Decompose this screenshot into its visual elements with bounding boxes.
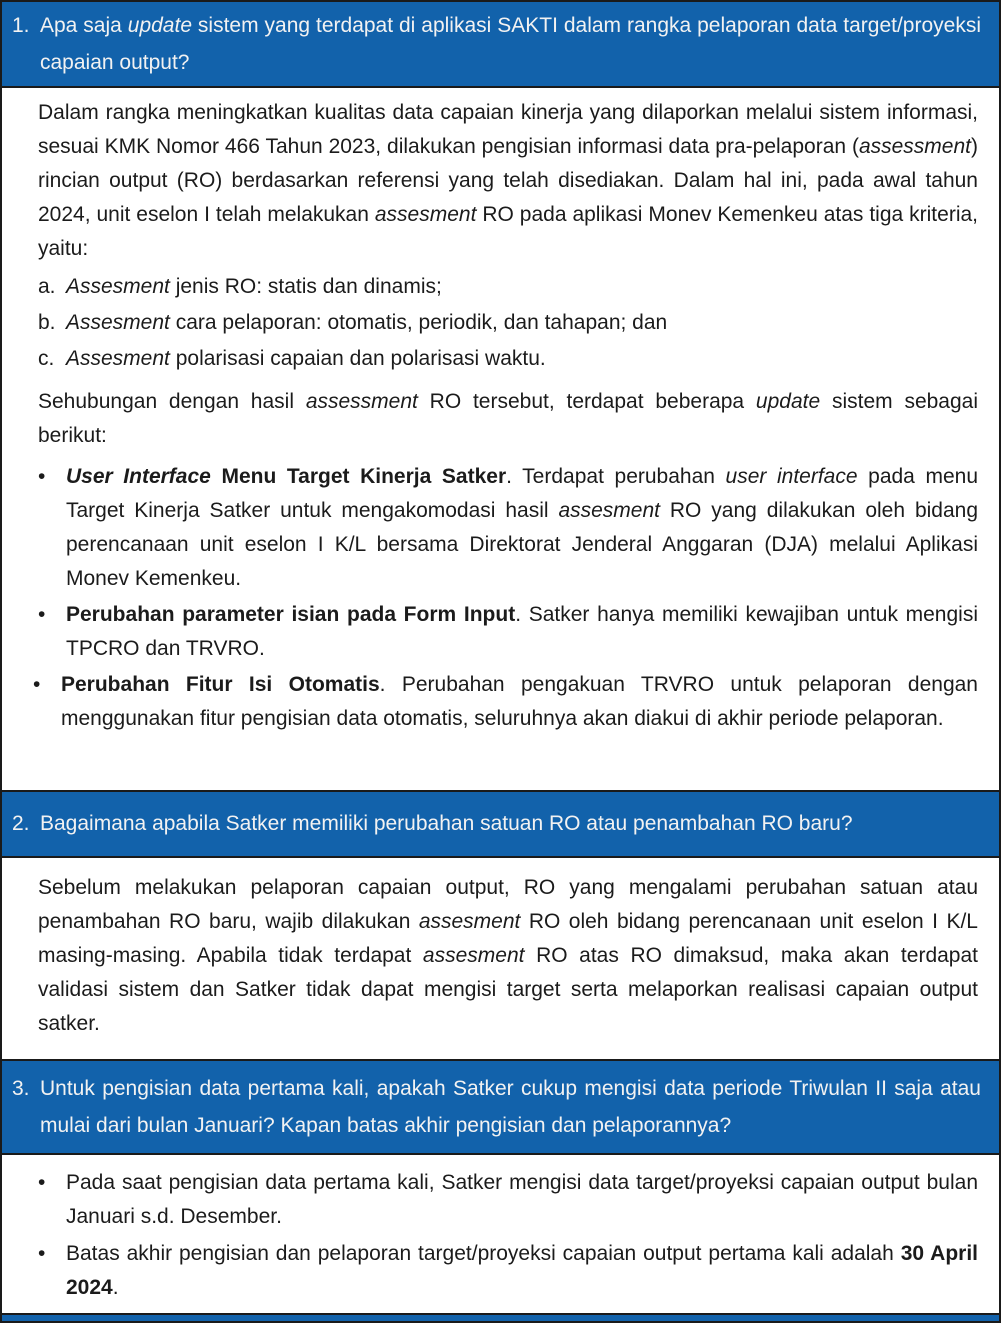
list-marker-c: c. <box>38 347 55 370</box>
bullet-icon: • <box>38 1171 46 1194</box>
bullet-item <box>38 598 978 666</box>
question-3-number: 3. <box>12 1077 30 1100</box>
bullet-item <box>33 668 978 736</box>
question-1-bar <box>2 2 999 88</box>
answer-1-bullet-list <box>33 460 979 736</box>
bullet-icon: • <box>33 673 41 696</box>
bullet-item-text: User Interface Menu Target Kinerja Satker. Terdapat perubahan user interface pada menu Target Kinerja Satker untuk mengakomodasi hasil assesment RO yang dilakukan oleh bidang perencanaan unit eselon I K/L bersama Direktorat Jenderal Anggaran (DJA) melalui Aplikasi Monev Kemenkeu. <box>66 465 979 590</box>
question-2-text: Bagaimana apabila Satker memiliki perubahan satuan RO atau penambahan RO baru? <box>40 812 853 835</box>
answer-2-paragraph: Sebelum melakukan pelaporan capaian output, RO yang mengalami perubahan satuan atau penambahan RO baru, wajib dilakukan assesment RO oleh bidang perencanaan unit eselon I K/L masing-masing. Apabila tidak terdapat assesment RO atas RO dimaksud, maka akan terdapat validasi sistem dan Satker tidak dapat mengisi target serta melaporkan realisasi capaian output satker. <box>38 876 978 1035</box>
list-item-b-text: Assesment cara pelaporan: otomatis, periodik, dan tahapan; dan <box>66 311 668 334</box>
bullet-item-text: Pada saat pengisian data pertama kali, Satker mengisi data target/proyeksi capaian output bulan Januari s.d. Desember. <box>66 1171 978 1228</box>
bullet-item-text: Perubahan parameter isian pada Form Input. Satker hanya memiliki kewajiban untuk mengisi TPCRO dan TRVRO. <box>66 603 978 660</box>
list-item-a <box>38 270 978 304</box>
bullet-item-text: Batas akhir pengisian dan pelaporan target/proyeksi capaian output pertama kali adalah 30 April 2024. <box>66 1242 978 1299</box>
list-marker-a: a. <box>38 275 56 298</box>
bullet-icon: • <box>38 1242 46 1265</box>
list-item-c <box>38 342 978 376</box>
answer-3-section <box>2 1155 999 1315</box>
answer-2-section <box>2 858 999 1061</box>
next-question-bar-cutoff <box>2 1315 999 1321</box>
question-3-text: Untuk pengisian data pertama kali, apakah Satker cukup mengisi data periode Triwulan II saja atau mulai dari bulan Januari? Kapan batas akhir pengisian dan pelaporannya? <box>40 1077 981 1137</box>
question-1-text: Apa saja update sistem yang terdapat di aplikasi SAKTI dalam rangka pelaporan data target/proyeksi capaian output? <box>40 14 982 74</box>
bullet-item-text: Perubahan Fitur Isi Otomatis. Perubahan pengakuan TRVRO untuk pelaporan dengan menggunakan fitur pengisian data otomatis, seluruhnya akan diakui di akhir periode pelaporan. <box>61 673 978 730</box>
question-3-bar <box>2 1061 999 1155</box>
answer-1-paragraph-2: Sehubungan dengan hasil assessment RO tersebut, terdapat beberapa update sistem sebagai berikut: <box>38 390 979 447</box>
bullet-item <box>38 460 978 596</box>
bullet-item <box>38 1166 978 1234</box>
question-2-number: 2. <box>12 812 30 835</box>
list-item-a-text: Assesment jenis RO: statis dan dinamis; <box>66 275 442 298</box>
answer-3-bullet-list <box>38 1166 978 1305</box>
bullet-icon: • <box>38 465 46 488</box>
answer-1-lettered-list <box>38 270 978 376</box>
question-2-bar <box>2 792 999 858</box>
list-item-b <box>38 306 978 340</box>
answer-1-section <box>2 88 999 792</box>
question-1-number: 1. <box>12 14 30 37</box>
bullet-item <box>38 1237 978 1305</box>
list-marker-b: b. <box>38 311 56 334</box>
list-item-c-text: Assesment polarisasi capaian dan polarisasi waktu. <box>66 347 546 370</box>
answer-1-paragraph-1: Dalam rangka meningkatkan kualitas data capaian kinerja yang dilaporkan melalui sistem informasi, sesuai KMK Nomor 466 Tahun 2023, dilakukan pengisian informasi data pra-pelaporan (assessment) rincian output (RO) berdasarkan referensi yang telah disediakan. Dalam hal ini, pada awal tahun 2024, unit eselon I telah melakukan assesment RO pada aplikasi Monev Kemenkeu atas tiga kriteria, yaitu: <box>38 101 978 260</box>
bullet-icon: • <box>38 603 46 626</box>
